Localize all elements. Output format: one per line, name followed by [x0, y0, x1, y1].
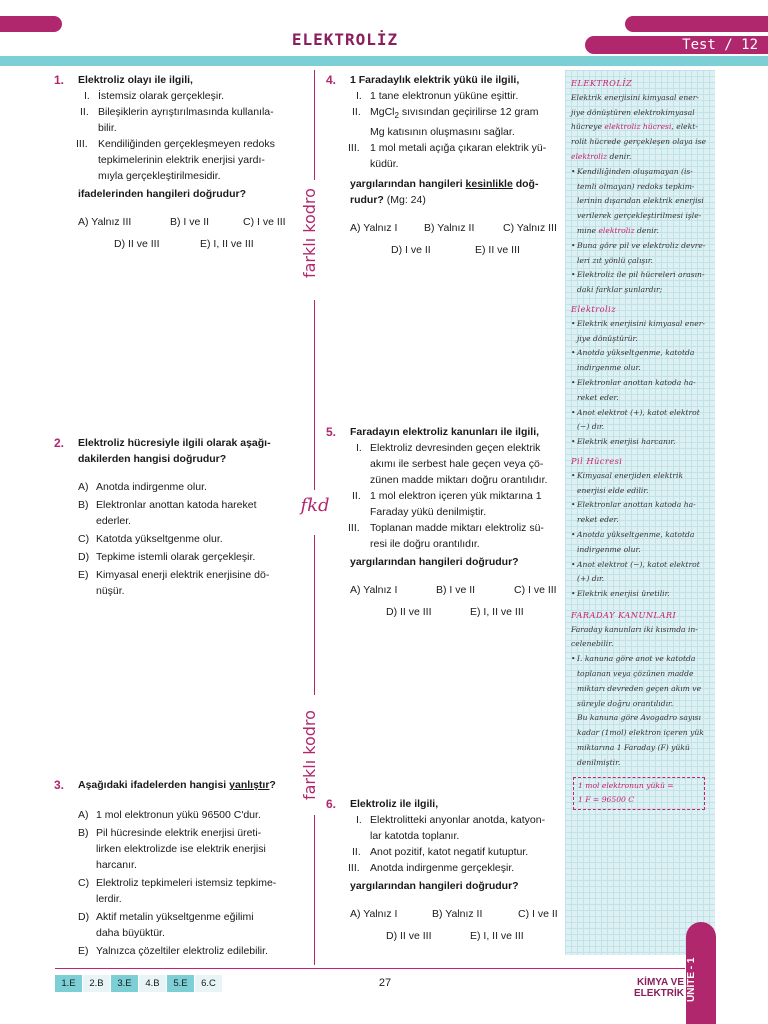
statement-item: I. Elektrolitteki anyonlar anotda, katyon- lar katotda toplanır.: [356, 814, 546, 842]
option-e[interactable]: E) Yalnızca çözeltiler elektroliz edilebilir.: [78, 945, 268, 957]
answer-key-item: 4.B: [139, 975, 166, 992]
answer-key-item: 6.C: [195, 975, 222, 992]
option-d[interactable]: D) I ve II: [391, 244, 431, 257]
sidebar-bullet: • Anot elektrot (+), katot elektrot (−) dır.: [571, 406, 711, 436]
option-c[interactable]: C) I ve III: [243, 216, 286, 228]
statement-list: [350, 812, 562, 876]
statement-list: [78, 88, 293, 184]
statement-item: II. MgCl$_2$ sıvısından geçirilirse 12 gram Mg katısının oluşmasını sağlar.: [352, 106, 539, 139]
statement-item: III. 1 mol metali açığa çıkaran elektrik yü- küdür.: [348, 142, 547, 171]
question-stem: Elektroliz hücresiyle ilgili olarak aşağı-: [78, 437, 271, 449]
sidebar-bullet: • Elektronlar anottan katoda ha- reket eder.: [571, 498, 711, 528]
option-a[interactable]: A) Yalnız III: [78, 216, 132, 228]
question-stem: Elektroliz ile ilgili,: [350, 798, 439, 810]
option-c[interactable]: C) Elektroliz tepkimeleri istemsiz tepkime- lerdir.: [78, 877, 277, 905]
page-title: ELEKTROLİZ: [291, 30, 399, 49]
sidebar-bullet: • Elektronlar anottan katoda ha- reket eder.: [571, 376, 711, 406]
option-b[interactable]: B) I ve II: [436, 584, 476, 596]
sidebar-bullet: • Anotda yükseltgenme, katotda indirgenme olur.: [571, 346, 711, 376]
option-b[interactable]: B) Pil hücresinde elektrik enerjisi üreti- lirken elektrolizde ise elektrik enerjisi harcanır.: [78, 827, 266, 871]
test-number-tab: Test / 12: [585, 36, 768, 54]
sidebar-heading: Pil Hücresi: [571, 455, 623, 466]
statement-item: I. 1 tane elektronun yüküne eşittir.: [356, 90, 519, 102]
option-c[interactable]: C) I ve III: [514, 584, 557, 596]
answer-options: [78, 236, 293, 252]
option-b[interactable]: B) Elektronlar anottan katoda hareket ederler.: [78, 499, 257, 527]
option-c[interactable]: C) I ve II: [518, 908, 558, 920]
sidebar-bullet: • Anot elektrot (−), katot elektrot (+) dır.: [571, 558, 711, 588]
option-e[interactable]: E) I, II ve III: [470, 930, 524, 942]
sidebar-bullet: • Kendiliğinden oluşamayan (is- temli olmayan) redoks tepkim- lerinin dışarıdan elektrik enerjisi verilerek gerçekleştirilmesi işle- mine elektroliz denir.: [571, 165, 711, 239]
question-ask: yargılarından hangileri doğrudur?: [350, 880, 519, 892]
question-ask: yargılarından hangileri kesinlikle doğ-: [350, 178, 539, 191]
brand-divider-line: [314, 535, 315, 695]
header-divider: [0, 56, 768, 66]
question-number: 3.: [54, 778, 65, 792]
page-number: 27: [378, 977, 392, 989]
option-e[interactable]: E) I, II ve III: [470, 606, 524, 618]
answer-key-item: 2.B: [83, 975, 110, 992]
option-a[interactable]: A) Yalnız I: [350, 908, 398, 920]
statement-list: [350, 440, 562, 552]
option-d[interactable]: D) II ve III: [386, 930, 432, 942]
answer-options: [350, 604, 562, 620]
option-d[interactable]: D) Aktif metalin yükseltgenme eğilimi daha büyüktür.: [78, 911, 254, 939]
statement-item: II. 1 mol elektron içeren yük miktarına 1 Faraday yükü denilmiştir.: [352, 490, 542, 518]
sidebar-paragraph: Faraday kanunları iki kısımda in- celenebilir.: [571, 624, 698, 649]
sidebar-bullet: • Elektrik enerjisi harcanır.: [571, 435, 711, 450]
question-ask: ifadelerinden hangileri doğrudur?: [78, 188, 247, 200]
question-number: 1.: [54, 73, 65, 87]
option-d[interactable]: D) II ve III: [114, 238, 160, 250]
option-e[interactable]: E) II ve III: [475, 244, 520, 257]
statement-item: II. Anot pozitif, katot negatif kutuptur.: [352, 846, 529, 858]
question-stem: Faradayın elektroliz kanunları ile ilgili,: [350, 426, 540, 438]
option-e[interactable]: E) I, II ve III: [200, 238, 254, 250]
answer-key-item: 5.E: [167, 975, 194, 992]
option-a[interactable]: A) Yalnız I: [350, 222, 398, 235]
question-number: 2.: [54, 436, 65, 450]
question-3: [54, 777, 290, 959]
sidebar-bullet: • Elektroliz ile pil hücreleri arasın- daki farklar şunlardır;: [571, 268, 711, 298]
sidebar-heading: FARADAY KANUNLARI: [571, 609, 677, 620]
question-stem: Aşağıdaki ifadelerden hangisi yanlıştır?: [78, 779, 276, 791]
option-d[interactable]: D) Tepkime istemli olarak gerçekleşir.: [78, 551, 256, 563]
answer-options: [78, 214, 293, 230]
option-b[interactable]: B) I ve II: [170, 216, 210, 228]
sidebar-paragraph: Bu kanuna göre Avogadro sayısı kadar (1mol) elektron içeren yük miktarına 1 Faraday (F) yükü denilmiştir.: [577, 713, 704, 767]
statement-item: III. Toplanan madde miktarı elektroliz sü- resi ile doğru orantılıdır.: [348, 522, 544, 550]
question-1: [54, 72, 293, 252]
footer-title: KİMYA VE ELEKTRİK: [634, 977, 684, 999]
footer-divider: [55, 968, 685, 969]
statement-item: III. Anotda indirgenme gerçekleşir.: [348, 862, 515, 874]
sidebar-bullet: • Buna göre pil ve elektroliz devre- leri zıt yönlü çalışır.: [571, 239, 711, 269]
option-c[interactable]: C) Yalnız III: [503, 222, 557, 235]
sidebar-heading: Elektroliz: [571, 303, 617, 314]
option-a[interactable]: A) Anotda indirgenme olur.: [78, 481, 207, 493]
answer-options: [350, 220, 562, 236]
sidebar-paragraph: Elektrik enerjisini kimyasal ener- jiye dönüştüren elektrokimyasal hücreye elektroliz hücresi, elekt- rolit hücrede gerçekleşen olaya ise elektroliz denir.: [571, 92, 706, 161]
question-4: [326, 72, 562, 258]
sidebar-bullet: • Elektrik enerjisini kimyasal ener- jiye dönüştürür.: [571, 317, 711, 347]
option-b[interactable]: B) Yalnız II: [424, 222, 475, 235]
answer-options: [350, 906, 562, 922]
answer-options: [78, 807, 290, 959]
question-6: [326, 796, 562, 944]
option-a[interactable]: A) 1 mol elektronun yükü 96500 C'dur.: [78, 809, 261, 821]
option-c[interactable]: C) Katotda yükseltgenme olur.: [78, 533, 223, 545]
question-2: [54, 435, 290, 599]
question-number: 6.: [326, 797, 337, 811]
question-number: 5.: [326, 425, 337, 439]
brand-watermark: farklı kodro: [300, 710, 319, 800]
sidebar-heading: ELEKTROLİZ: [571, 78, 633, 88]
formula-box: 1 mol elektronun yükü = 1 F = 96500 C: [573, 777, 705, 811]
unit-label: ÜNİTE - 1: [686, 957, 697, 1003]
option-b[interactable]: B) Yalnız II: [432, 908, 483, 920]
sidebar-bullet: • Kimyasal enerjiden elektrik enerjisi elde edilir.: [571, 469, 711, 499]
option-e[interactable]: E) Kimyasal enerji elektrik enerjisine dö- nüşür.: [78, 569, 270, 597]
answer-key-item: 3.E: [111, 975, 138, 992]
option-a[interactable]: A) Yalnız I: [350, 584, 398, 596]
question-stem: dakilerden hangisi doğrudur?: [78, 453, 227, 465]
answer-options: [350, 242, 562, 258]
sidebar-bullet: • Anotda yükseltgenme, katotda indirgenme olur.: [571, 528, 711, 558]
brand-divider-line: [314, 815, 315, 965]
answer-options: [350, 928, 562, 944]
question-stem: 1 Faradaylık elektrik yükü ile ilgili,: [350, 74, 520, 86]
option-d[interactable]: D) II ve III: [386, 606, 432, 618]
brand-logo-icon: fkd: [300, 495, 330, 516]
brand-watermark: farklı kodro: [300, 188, 319, 278]
brand-divider-line: [314, 70, 315, 180]
statement-item: I. İstemsiz olarak gerçekleşir.: [84, 90, 225, 102]
sidebar-bullet: • Elektrik enerjisi üretilir.: [571, 587, 711, 602]
sidebar-content: [571, 76, 711, 810]
question-number: 4.: [326, 73, 337, 87]
statement-item: II. Bileşiklerin ayrıştırılmasında kullanıla- bilir.: [80, 106, 274, 134]
answer-options: [78, 479, 290, 599]
answer-options: [350, 582, 562, 598]
brand-divider-line: [314, 300, 315, 490]
question-5: [326, 424, 562, 620]
question-ask: rudur? (Mg: 24): [350, 194, 426, 207]
info-sidebar: [565, 70, 715, 955]
sidebar-bullet: • I. kanuna göre anot ve katotda toplanan veya çözünen madde miktarı devreden geçen akım ve süreyle doğru orantılıdır.: [571, 652, 711, 711]
statement-item: I. Elektroliz devresinden geçen elektrik akımı ile serbest hale geçen veya çö- zünen madde miktarı doğru orantılıdır.: [356, 442, 548, 486]
question-ask: yargılarından hangileri doğrudur?: [350, 556, 519, 568]
statement-item: III. Kendiliğinden gerçekleşmeyen redoks tepkimelerinin elektrik enerjisi yardı- mıyla gerçekleştirilmesidir.: [76, 138, 275, 182]
statement-list: [350, 88, 562, 172]
question-stem: Elektroliz olayı ile ilgili,: [78, 74, 193, 86]
answer-key-item: 1.E: [55, 975, 82, 992]
